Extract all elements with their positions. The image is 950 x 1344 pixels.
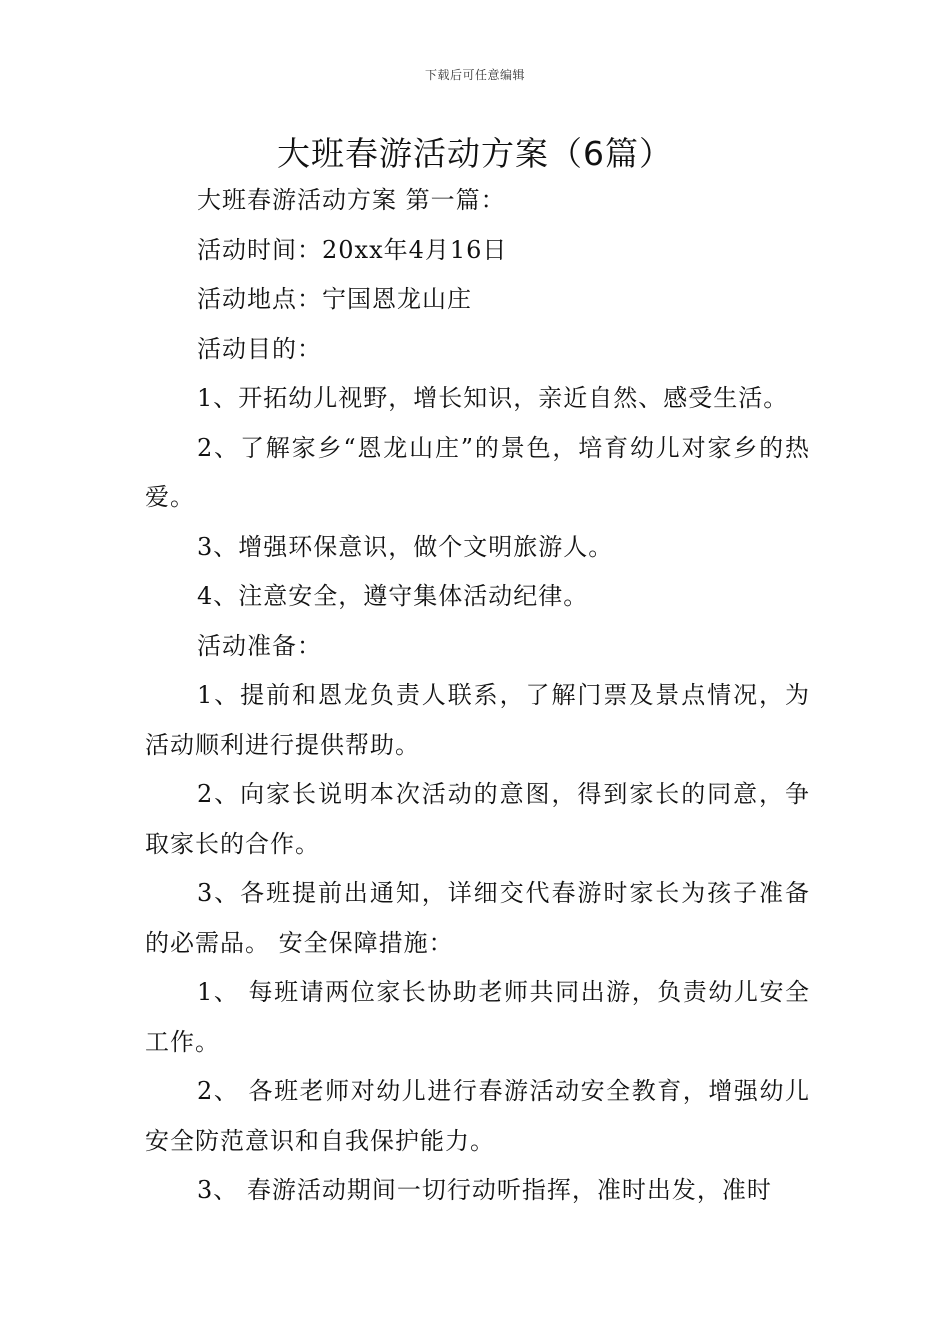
paragraph-activity-time: 活动时间：20xx年4月16日 bbox=[197, 235, 508, 264]
paragraph-goal-4: 4、注意安全，遵守集体活动纪律。 bbox=[197, 582, 589, 610]
header-note: 下载后可任意编辑 bbox=[424, 68, 525, 82]
paragraph-activity-location: 活动地点：宁国恩龙山庄 bbox=[197, 285, 472, 313]
paragraph-goal-2: 2、了解家乡“恩龙山庄”的景色，培育幼儿对家乡的热爱。 bbox=[145, 433, 810, 511]
paragraph-goals-heading: 活动目的： bbox=[197, 334, 322, 363]
paragraph-preparation-1: 1、提前和恩龙负责人联系，了解门票及景点情况，为活动顺利进行提供帮助。 bbox=[145, 681, 810, 759]
paragraph-preparation-heading: 活动准备： bbox=[197, 631, 322, 660]
paragraph-safety-1: 1、 每班请两位家长协助老师共同出游，负责幼儿安全工作。 bbox=[145, 978, 810, 1056]
document-title: 大班春游活动方案（6篇） bbox=[277, 134, 673, 173]
paragraph-section-heading: 大班春游活动方案 第一篇： bbox=[197, 186, 506, 214]
paragraph-preparation-3: 3、各班提前出通知，详细交代春游时家长为孩子准备的必需品。 安全保障措施： bbox=[145, 879, 810, 957]
paragraph-goal-1: 1、开拓幼儿视野，增长知识，亲近自然、感受生活。 bbox=[197, 384, 789, 412]
paragraph-safety-2: 2、 各班老师对幼儿进行春游活动安全教育，增强幼儿安全防范意识和自我保护能力。 bbox=[145, 1077, 810, 1155]
paragraph-preparation-2: 2、向家长说明本次活动的意图，得到家长的同意，争取家长的合作。 bbox=[145, 780, 810, 858]
paragraph-goal-3: 3、增强环保意识，做个文明旅游人。 bbox=[197, 532, 614, 561]
document-body bbox=[145, 176, 810, 1216]
paragraph-safety-3: 3、 春游活动期间一切行动听指挥，准时出发，准时 bbox=[197, 1176, 772, 1204]
